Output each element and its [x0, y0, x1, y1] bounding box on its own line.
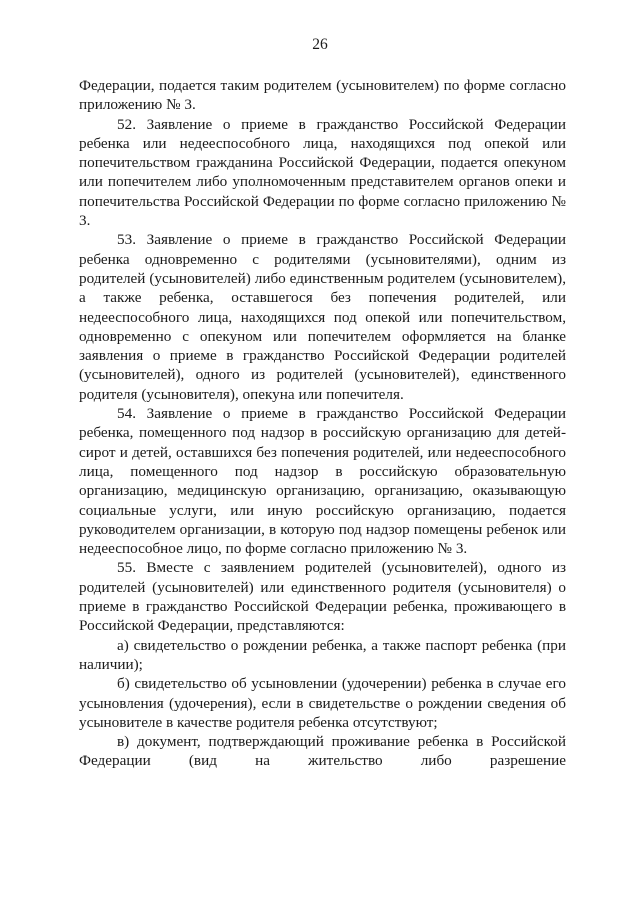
paragraph-55: 55. Вместе с заявлением родителей (усыновителей), одного из родителей (усыновителей) или единственного родителя (усыновителя) о приеме в гражданство Российской Федерации ребенка, проживающего в Российской Федерации, представляются:: [79, 559, 566, 635]
list-item-a: а) свидетельство о рождении ребенка, а также паспорт ребенка (при наличии);: [79, 636, 566, 673]
list-item-b: б) свидетельство об усыновлении (удочерении) ребенка в случае его усыновления (удочерения), если в свидетельстве о рождении сведения об усыновителе в качестве родителя ребенка отсутствуют;: [79, 675, 566, 731]
paragraph-53: 53. Заявление о приеме в гражданство Российской Федерации ребенка одновременно с родителями (усыновителями), одним из родителей (усыновителей) либо единственным родителем (усыновителем), а также ребенка, оставшегося без попечения родителей, или недееспособного лица, находящихся под опекой или попечительством, одновременно с опекуном или попечителем оформляется на бланке заявления о приеме в гражданство Российской Федерации родителей (усыновителей), одного из родителей (усыновителей), единственного родителя (усыновителя), опекуна или попечителя.: [79, 231, 566, 403]
paragraph-54: 54. Заявление о приеме в гражданство Российской Федерации ребенка, помещенного под надзор в российскую организацию для детей-сирот и детей, оставшихся без попечения родителей, или недееспособного лица, помещенного под надзор в российскую образовательную организацию, медицинскую организацию, организацию, оказывающую социальные услуги, или иную российскую организацию, подается руководителем организации, в которую под надзор помещены ребенок или недееспособное лицо, по форме согласно приложению № 3.: [79, 405, 566, 558]
page-number: 26: [312, 36, 328, 53]
list-item-v: в) документ, подтверждающий проживание ребенка в Российской Федерации (вид на жительство либо разрешение: [79, 733, 566, 770]
document-body: [79, 76, 566, 771]
paragraph-continuation: Федерации, подается таким родителем (усыновителем) по форме согласно приложению № 3.: [79, 77, 566, 114]
paragraph-52: 52. Заявление о приеме в гражданство Российской Федерации ребенка или недееспособного лица, находящихся под опекой или попечительством гражданина Российской Федерации, подается опекуном или попечителем либо уполномоченным представителем органов опеки и попечительства Российской Федерации по форме согласно приложению № 3.: [79, 115, 566, 230]
